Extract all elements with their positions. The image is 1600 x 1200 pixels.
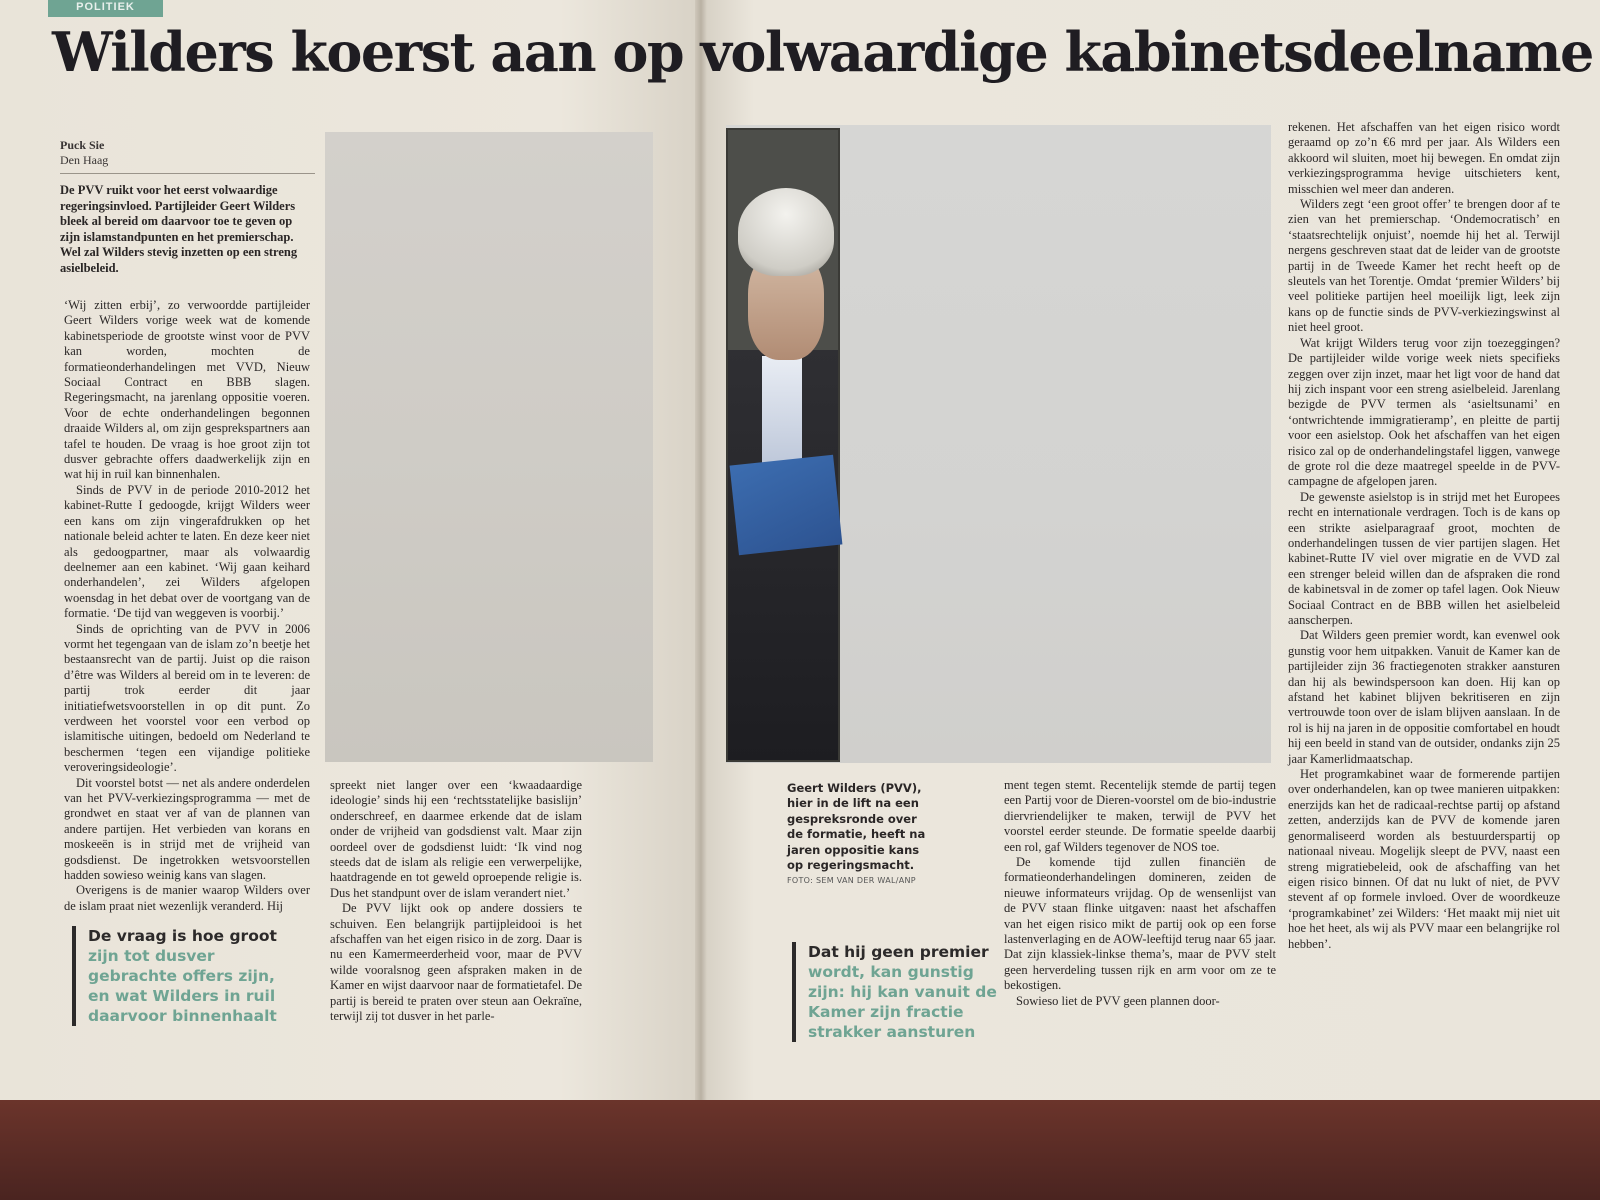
article-column-2 — [330, 778, 582, 1025]
article-column-4 — [1288, 120, 1560, 952]
paragraph: Sinds de oprichting van de PVV in 2006 vormt het tegengaan van de islam zo’n beetje het bestaansrecht van de partij. Juist op die raison d’être was Wilders al bereid om in te leveren: de partij trok eerder dit jaar initiatiefwetsvoorstellen in op dit punt. Zo verdween het voorstel voor een verbod op islamitische uitingen, bedoeld om Nederland te beschermen ‘tegen een vijandige politieke veroveringsideologie’. — [64, 621, 310, 775]
paragraph: Het programkabinet waar de formerende partijen over onderhandelen, kan op twee manieren uitpakken: enerzijds kan het de radicaal-rechtse partij op afstand zetten, anderzijds kan de PVV de komende jaren genormaliseerd worden als bestuurderspartij op nationaal niveau. Mogelijk sleept de PVV, naast een streng migratiebeleid, ook de afschaffing van het eigen risico binnen. Of dat nu lukt of niet, de PVV stevent af op formele invloed. Over de woordkeuze ‘programkabinet’ zei Wilders: ‘Het maakt mij niet uit hoe het heet, als wij als PVV maar een belangrijke rol hebben’. — [1288, 767, 1560, 951]
headline: Wilders koerst aan op volwaardige kabinetsdeelname — [52, 20, 1593, 84]
article-column-1 — [64, 298, 310, 914]
photo-blue-folder — [730, 455, 843, 555]
paragraph: Dat Wilders geen premier wordt, kan evenwel ook gunstig voor hem uitpakken. Vanuit de Kamer kan de partijleider zijn 36 fractiegenoten strakker aansturen dan hij als bewindspersoon kan doen. Hij kan op afstand het kabinet blijven bekritiseren en zijn vertrouwde toon over de islam blijven aanslaan. In de rol is hij na jaren in de oppositie comfortabel en houdt hij een beeld in stand van de outsider, ondanks zijn 25 jaar Kamerlidmaatschap. — [1288, 628, 1560, 766]
byline-author: Puck Sie — [60, 138, 105, 152]
table-surface — [0, 1100, 1600, 1200]
pull-quote-lead: De vraag is hoe groot — [88, 927, 277, 945]
paragraph: Dit voorstel botst — net als andere onderdelen van het PVV-verkiezingsprogramma — met de grondwet en staat ver af van de plannen van andere partijen. Het verbieden van korans en moskeeën is in strijd met de vrijheid van godsdienst. De ingetrokken wetsvoorstellen hadden sowieso weinig kans van slagen. — [64, 775, 310, 883]
paragraph: Wat krijgt Wilders terug voor zijn toezeggingen? De partijleider wilde vorige week niets specifieks zeggen over zijn inzet, maar het ligt voor de hand dat hij zich inspant voor een streng asielbeleid. Jarenlang bezigde de PVV termen als ‘asieltsunami’ en ‘ontwrichtende immigratieramp’, en pleitte de partij voor een asielstop. Ook het afschaffen van het eigen risico zal op de onderhandelingstafel liggen, vanwege de grote rol die deze maatregel speelde in de PVV-campagne de afgelopen jaren. — [1288, 335, 1560, 489]
page-fold — [695, 0, 707, 1100]
paragraph: De gewenste asielstop is in strijd met het Europees recht en internationale verdragen. Toch is de kans op een strikte asielparagraaf groot, mochten de onderhandelingen tussen de vier partijen slagen. Het kabinet-Rutte IV viel over migratie en de VVD zal een strenger beleid willen dan de afspraken die rond de kabinetsval in de zomer op tafel lagen. Ook Nieuw Sociaal Contract en de BBB willen het asielbeleid aanscherpen. — [1288, 489, 1560, 627]
byline-location: Den Haag — [60, 153, 109, 167]
photo-credit: FOTO: SEM VAN DER WAL/ANP — [787, 876, 916, 885]
photo-background-left — [325, 132, 653, 762]
article-column-3 — [1004, 778, 1276, 1009]
paragraph: De komende tijd zullen financiën de formatieonderhandelingen domineren, zeiden de nieuwe informateurs vrijdag. Op de wensenlijst van de PVV staan flinke uitgaven: naast het afschaffen van het eigen risico mikt de partij ook op een forse lastenverlaging en de AOW-leeftijd terug naar 65 jaar. Dat zijn klassiek-linkse thema’s, maar de PVV stelt geen herverdeling tussen rijk en arm voor om ze te bekostigen. — [1004, 855, 1276, 993]
paragraph: Sowieso liet de PVV geen plannen door- — [1016, 993, 1220, 1008]
section-kicker: POLITIEK — [48, 0, 163, 17]
photo-caption: Geert Wilders (PVV), hier in de lift na een gespreksronde over de formatie, heeft na jaren oppositie kans op regeringsmacht. — [787, 781, 926, 873]
pull-quote-lead: Dat hij geen premier — [808, 943, 989, 961]
paragraph: Sinds de PVV in de periode 2010-2012 het kabinet-Rutte I gedoogde, krijgt Wilders weer een kans om zijn vingerafdrukken op het nationale beleid achter te laten. En deze keer niet als gedoogpartner, maar als volwaardig deelnemer aan een kabinet. ‘Wij gaan keihard onderhandelen’, zei Wilders afgelopen woensdag in het debat over de voortgang van de formatie. ‘De tijd van weggeven is voorbij.’ — [64, 482, 310, 621]
paragraph: De PVV lijkt ook op andere dossiers te schuiven. Een belangrijk partijpleidooi is het afschaffen van het eigen risico in de zorg. Daar is nu een Kamermeerderheid voor, maar de PVV wilde vooralsnog geen afspraken maken in de Kamer en wijst daarvoor naar de formatietafel. De partij is bereid te praten over steun aan Oekraïne, terwijl zij tot dusver in het parle- — [330, 901, 582, 1024]
paragraph: ment tegen stemt. Recentelijk stemde de partij tegen een Partij voor de Dieren-voorstel om de bio-industrie diervriendelijker te maken, terwijl de PVV het voorstel eerder steunde. De formatie speelde daarbij een rol, gaf Wilders tegenover de NOS toe. — [1004, 778, 1276, 854]
paragraph: Overigens is de manier waarop Wilders over de islam praat niet wezenlijk veranderd. Hij — [64, 883, 310, 913]
photo-wilders-elevator — [726, 128, 840, 762]
pull-quote-1 — [72, 926, 288, 1026]
paragraph: ‘Wij zitten erbij’, zo verwoordde partijleider Geert Wilders vorige week wat de komende kabinetsperiode de grootste winst voor de PVV kan worden, mochten de formatieonderhandelingen met VVD, Nieuw Sociaal Contract en BBB slagen. Regeringsmacht, na jarenlang oppositie voeren. Voor de echte onderhandelingen begonnen draaide Wilders al, om zijn gesprekspartners aan tafel te houden. De vraag is hoe groot zijn tot dusver gebrachte offers daadwerkelijk zijn en wat hij in ruil kan binnenhalen. — [64, 298, 310, 482]
pull-quote-rest: zijn tot dusver gebrachte offers zijn, en wat Wilders in ruil daarvoor binnenhaalt — [88, 947, 277, 1025]
paragraph: rekenen. Het afschaffen van het eigen risico wordt geraamd op zo’n €6 mrd per jaar. Als Wilders een akkoord wil sluiten, moet hij bewegen. En omdat zijn verkiezingsprogramma hevige uitschieters kent, misschien wel meer dan anderen. — [1288, 120, 1560, 196]
paragraph: Wilders zegt ‘een groot offer’ te brengen door af te zien van het premierschap. ‘Ondemocratisch’ en ‘staatsrechtelijk onjuist’, noemde hij het al. Terwijl nergens geschreven staat dat de leider van de grootste partij in de Tweede Kamer het recht heeft op de sleutels van het Torentje. Omdat ‘premier Wilders’ bij veel politieke partijen heel moeilijk ligt, leek zijn kans op de functie sinds de PVV-verkiezingswinst al niet heel groot. — [1288, 197, 1560, 335]
pull-quote-rest: wordt, kan gunstig zijn: hij kan vanuit de Kamer zijn fractie strakker aansturen — [808, 963, 997, 1041]
pull-quote-2 — [792, 942, 1008, 1042]
intro-lead: De PVV ruikt voor het eerst volwaardige regeringsinvloed. Partijleider Geert Wilders bleek al bereid om daarvoor toe te geven op zijn islamstandpunten en het premierschap. Wel zal Wilders stevig inzetten op een streng asielbeleid. — [60, 183, 298, 275]
byline — [60, 138, 315, 174]
photo-figure-hair — [738, 188, 834, 276]
paragraph: spreekt niet langer over een ‘kwaadaardige ideologie’ sinds hij een ‘rechtsstatelijke basislijn’ onderschreef, en daarmee erkende dat de islam onder de vrijheid van godsdienst valt. Maar zijn oordeel over de godsdienst luidt: ‘Ik vind nog steeds dat de islam als religie een verwerpelijke, haatdragende en tot geweld oproepende religie is. Dus het standpunt over de islam verandert niet.’ — [330, 778, 582, 900]
